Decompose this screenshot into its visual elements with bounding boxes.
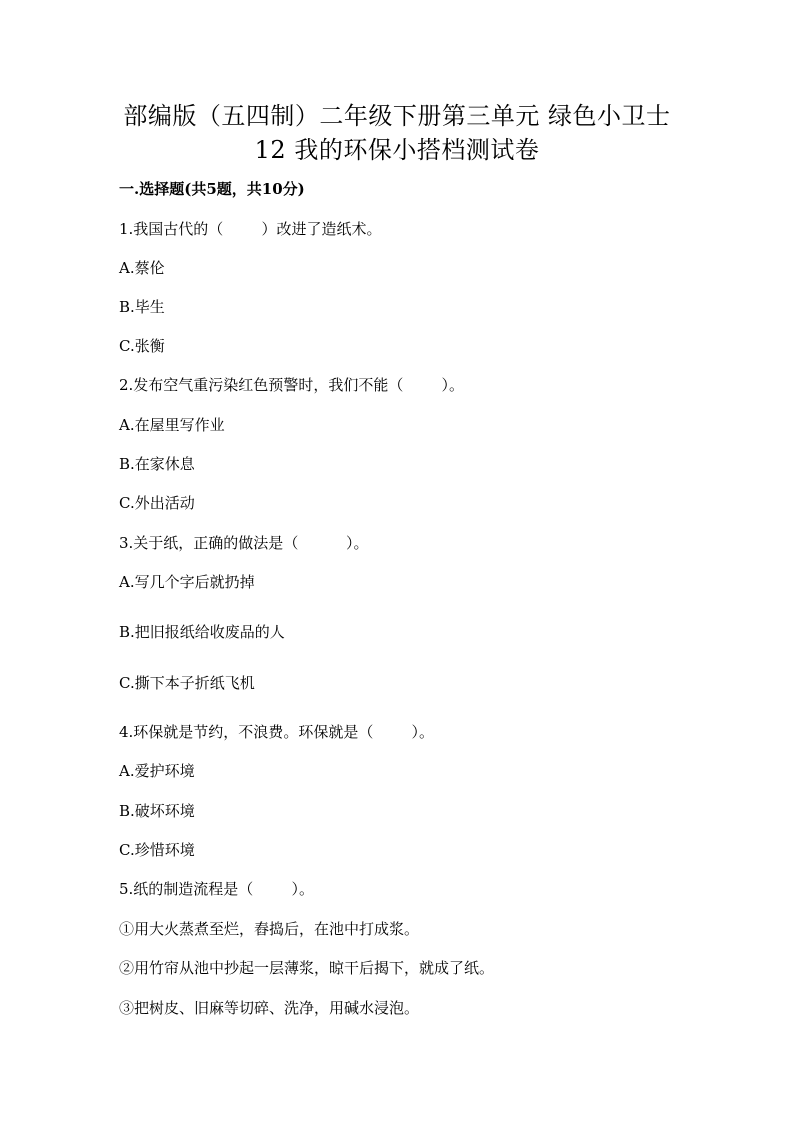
question-2-stem: 2.发布空气重污染红色预警时，我们不能（ ）。 [119, 376, 464, 394]
question-5-step-3: ③把树皮、旧麻等切碎、洗净，用碱水浸泡。 [119, 999, 420, 1017]
question-2-option-b: B.在家休息 [119, 455, 195, 473]
question-4-option-b: B.破坏环境 [119, 802, 195, 820]
question-3-option-a: A.写几个字后就扔掉 [119, 573, 255, 591]
question-4-stem: 4.环保就是节约，不浪费。环保就是（ ）。 [119, 723, 434, 741]
section-heading: 一.选择题(共5题，共10分) [119, 180, 305, 198]
question-5-step-1: ①用大火蒸煮至烂，舂捣后，在池中打成浆。 [119, 920, 420, 938]
question-4-option-c: C.珍惜环境 [119, 841, 195, 859]
question-5-stem: 5.纸的制造流程是（ ）。 [119, 880, 314, 898]
question-3-option-b: B.把旧报纸给收废品的人 [119, 623, 285, 641]
question-4-option-a: A.爱护环境 [119, 762, 195, 780]
question-1-option-a: A.蔡伦 [119, 259, 165, 277]
question-1-option-b: B.毕生 [119, 298, 165, 316]
question-1-option-c: C.张衡 [119, 337, 165, 355]
question-2-option-a: A.在屋里写作业 [119, 416, 225, 434]
question-2-option-c: C.外出活动 [119, 494, 195, 512]
document-title-line2: 12 我的环保小搭档测试卷 [254, 136, 540, 164]
question-1-stem: 1.我国古代的（ ）改进了造纸术。 [119, 220, 382, 238]
question-5-step-2: ②用竹帘从池中抄起一层薄浆，晾干后揭下，就成了纸。 [119, 959, 495, 977]
question-3-option-c: C.撕下本子折纸飞机 [119, 674, 255, 692]
document-title-line1: 部编版（五四制）二年级下册第三单元 绿色小卫士 [123, 102, 671, 130]
question-3-stem: 3.关于纸，正确的做法是（ ）。 [119, 534, 369, 552]
